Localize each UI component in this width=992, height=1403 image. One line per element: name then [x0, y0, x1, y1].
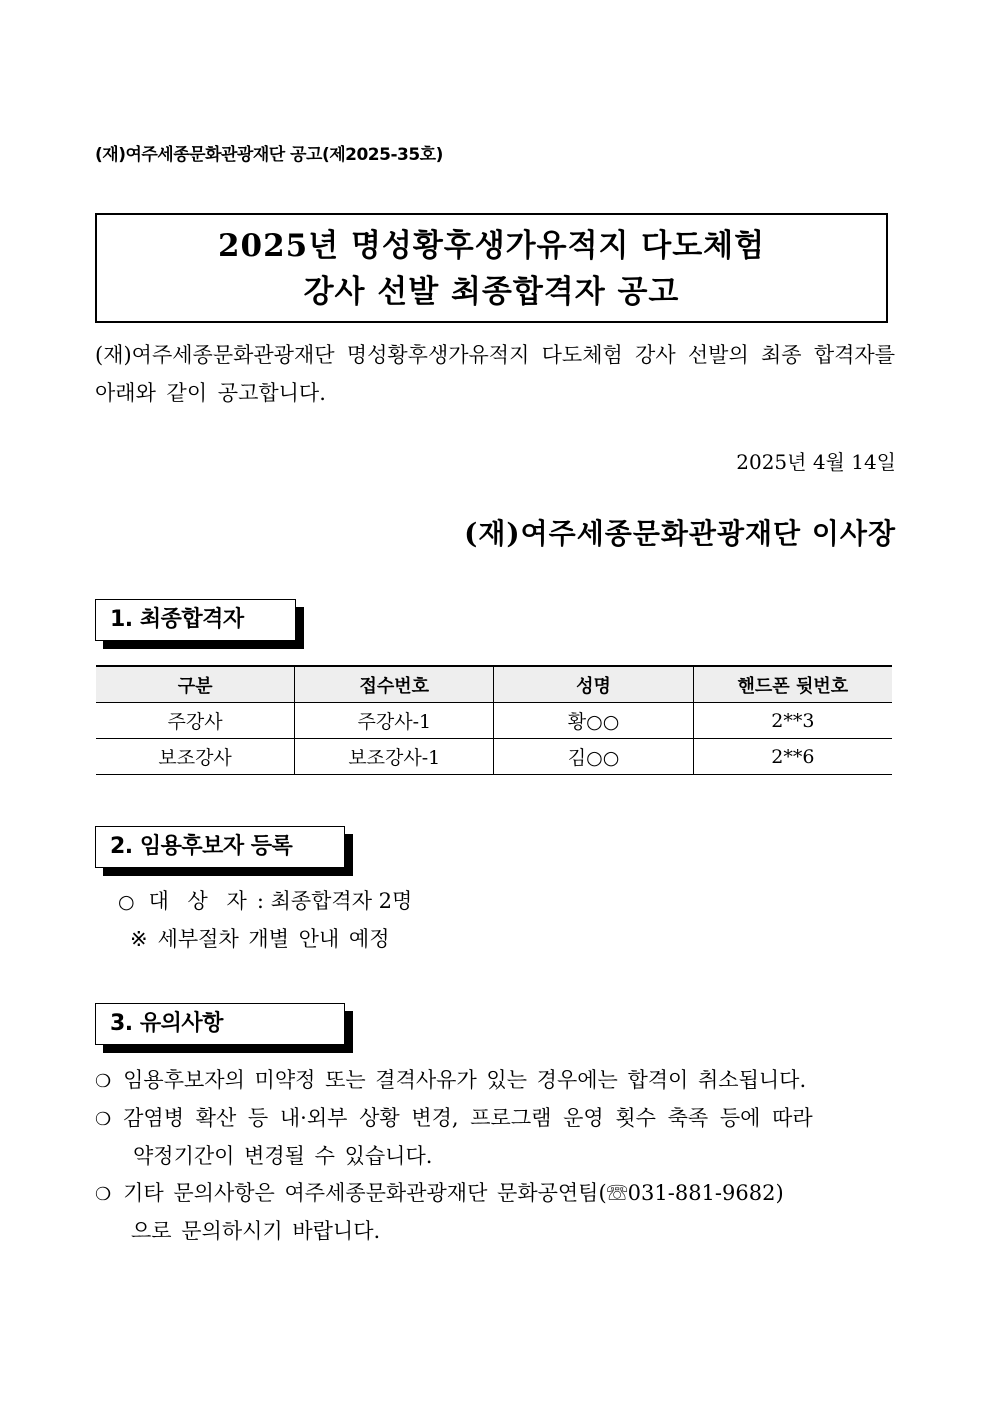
target-value: : 최종합격자 2명	[256, 889, 413, 913]
results-table	[96, 665, 892, 775]
target-label: 대 상 자	[148, 889, 253, 913]
circle-bullet-icon: ○	[118, 891, 135, 913]
notes-list	[95, 1062, 900, 1250]
notice-number: (재)여주세종문화관광재단 공고(제2025-35호)	[95, 145, 443, 165]
title-line-2: 강사 선발 최종합격자 공고	[303, 274, 680, 310]
cell-category: 보조강사	[96, 739, 295, 775]
target-line	[118, 883, 412, 921]
reference-mark-icon: ※	[130, 927, 148, 951]
table-row	[96, 703, 892, 739]
section-heading-final-passers: 1. 최종합격자	[95, 599, 296, 641]
note-item-text: 감염병 확산 등 내·외부 상황 변경, 프로그램 운영 횟수 축족 등에 따라	[123, 1106, 813, 1130]
col-phone-header: 핸드폰 뒷번호	[693, 666, 892, 703]
list-item	[95, 1062, 900, 1100]
cell-category: 주강사	[96, 703, 295, 739]
title-line-1: 2025년 명성황후생가유적지 다도체험	[217, 228, 766, 264]
cell-name: 황○○	[494, 703, 693, 739]
note-item-continuation: 약정기간이 변경될 수 있습니다.	[133, 1144, 433, 1168]
table-row	[96, 739, 892, 775]
cell-receipt-number: 주강사-1	[295, 703, 494, 739]
circle-bullet-icon: ❍	[95, 1109, 112, 1130]
title-box	[95, 213, 888, 323]
issuer: (재)여주세종문화관광재단 이사장	[464, 517, 896, 550]
note-item-continuation: 으로 문의하시기 바랍니다.	[131, 1219, 381, 1243]
note-text: 세부절차 개별 안내 예정	[157, 927, 390, 951]
cell-receipt-number: 보조강사-1	[295, 739, 494, 775]
list-item	[95, 1100, 900, 1175]
section-heading-notes: 3. 유의사항	[95, 1003, 345, 1045]
circle-bullet-icon: ❍	[95, 1071, 112, 1092]
col-category-header: 구분	[96, 666, 295, 703]
table-header-row	[96, 666, 892, 703]
intro-paragraph: (재)여주세종문화관광재단 명성황후생가유적지 다도체험 강사 선발의 최종 합격자를 아래와 같이 공고합니다.	[95, 343, 895, 405]
circle-bullet-icon: ❍	[95, 1184, 112, 1205]
note-item-text: 기타 문의사항은 여주세종문화관광재단 문화공연팀(☏031-881-9682)	[123, 1181, 784, 1205]
section-heading-candidate-registration: 2. 임용후보자 등록	[95, 826, 345, 868]
cell-name: 김○○	[494, 739, 693, 775]
announcement-date: 2025년 4월 14일	[736, 450, 896, 474]
col-receipt-number-header: 접수번호	[295, 666, 494, 703]
list-item	[95, 1175, 900, 1250]
note-line	[130, 921, 390, 958]
cell-phone: 2**3	[693, 703, 892, 739]
cell-phone: 2**6	[693, 739, 892, 775]
note-item-text: 임용후보자의 미약정 또는 결격사유가 있는 경우에는 합격이 취소됩니다.	[123, 1068, 807, 1092]
col-name-header: 성명	[494, 666, 693, 703]
